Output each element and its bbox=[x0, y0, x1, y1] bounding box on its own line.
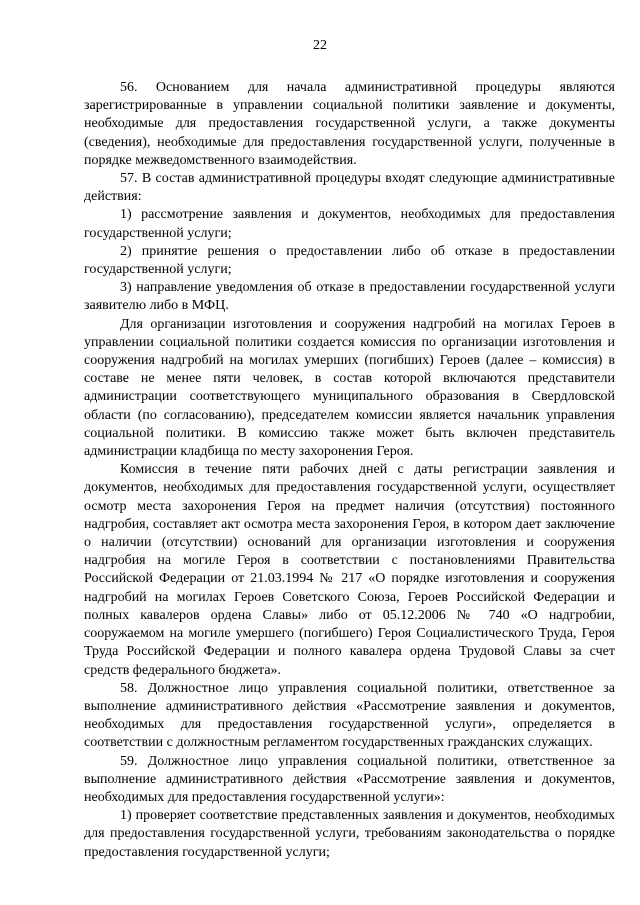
paragraph-59: 59. Должностное лицо управления социальной политики, ответственное за выполнение административного действия «Рассмотрение заявления и документов, необходимых для предоставления государственной услуги»: bbox=[84, 753, 615, 805]
paragraph-commission-inspection: Комиссия в течение пяти рабочих дней с даты регистрации заявления и документов, необходимых для предоставления государственной услуги, осуществляет осмотр места захоронения Героя на предмет наличия (отсутствия) постоянного надгробия, составляет акт осмотра места захоронения Героя, в котором дает заключение о наличии (отсутствии) оснований для организации изготовления и сооружения надгробия на могиле Героя в соответствии с постановлениями Правительства Российской Федерации от 21.03.1994 № 217 «О порядке изготовления и сооружения надгробий на могилах Героев Советского Союза, Героев Российской Федерации и полных кавалеров ордена Славы» либо от 05.12.2006 № 740 «О надгробии, сооружаемом на могиле умершего (погибшего) Героя Социалистического Труда, Героя Труда Российской Федерации и полного кавалера ордена Трудовой Славы за счет средств федерального бюджета». bbox=[84, 462, 615, 678]
document-body bbox=[84, 79, 615, 862]
paragraph-commission-formation: Для организации изготовления и сооружения надгробий на могилах Героев в управлении социальной политики создается комиссия по организации изготовления и сооружения надгробий на могилах умерших (погибших) Героев (далее – комиссия) в составе не менее пяти человек, в состав которой включаются представители администрации соответствующего муниципального образования в Свердловской области (по согласованию), председателем комиссии является начальник управления социальной политики. В комиссию также может быть включен представитель администрации кладбища по месту захоронения Героя. bbox=[84, 316, 615, 460]
paragraph-57: 57. В состав административной процедуры входят следующие административные действия: bbox=[84, 171, 615, 205]
list-item-1: 1) рассмотрение заявления и документов, необходимых для предоставления государственной услуги; bbox=[84, 207, 615, 241]
paragraph-58: 58. Должностное лицо управления социальной политики, ответственное за выполнение административного действия «Рассмотрение заявления и документов, необходимых для предоставления государственной услуги», определяется в соответствии с должностным регламентом государственных гражданских служащих. bbox=[84, 680, 615, 751]
list-item-3: 3) направление уведомления об отказе в предоставлении государственной услуги заявителю либо в МФЦ. bbox=[84, 280, 615, 314]
paragraph-59-item-1: 1) проверяет соответствие представленных заявления и документов, необходимых для предоставления государственной услуги, требованиям законодательства о порядке предоставления государственной услуги; bbox=[84, 808, 615, 860]
page-number: 22 bbox=[313, 38, 327, 53]
list-item-2: 2) принятие решения о предоставлении либо об отказе в предоставлении государственной услуги; bbox=[84, 243, 615, 278]
paragraph-56: 56. Основанием для начала административной процедуры являются зарегистрированные в управлении социальной политики заявление и документы, необходимые для предоставления государственной услуги, а также документы (сведения), необходимые для предоставления государственной услуги, полученные в порядке межведомственного взаимодействия. bbox=[84, 80, 615, 168]
